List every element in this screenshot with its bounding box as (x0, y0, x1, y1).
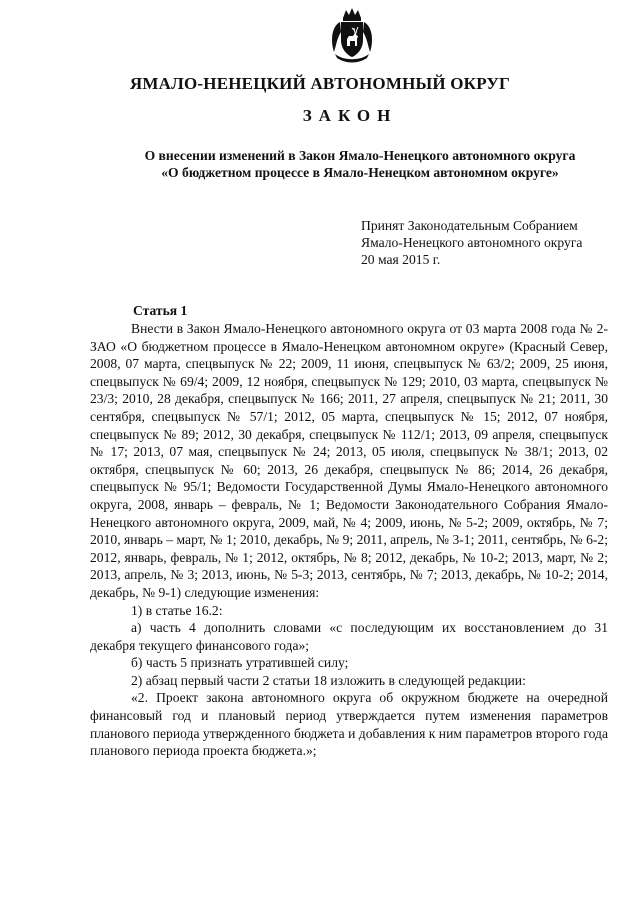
adoption-note (361, 217, 582, 268)
region-name: ЯМАЛО-НЕНЕЦКИЙ АВТОНОМНЫЙ ОКРУГ (129, 74, 511, 93)
article-heading: Статья 1 (133, 303, 188, 318)
adoption-line-2: Ямало-Ненецкого автономного округа (361, 235, 583, 250)
amendment-item-1b: б) часть 5 признать утратившей силу; (131, 655, 349, 671)
amendment-item-2: 2) абзац первый части 2 статьи 18 изложить в следующей редакции: (131, 672, 526, 688)
document-type: ЗАКОН (302, 106, 398, 125)
law-title (100, 147, 620, 181)
law-title-line-1: О внесении изменений в Закон Ямало-Ненецкого автономного округа (144, 148, 576, 163)
coat-of-arms-icon (326, 6, 378, 64)
adoption-date: 20 мая 2015 г. (361, 252, 441, 267)
amendment-item-1: 1) в статье 16.2: (131, 602, 223, 618)
article-intro-paragraph: Внести в Закон Ямало-Ненецкого автономного округа от 03 марта 2008 года № 2-ЗАО «О бюджетном процессе в Ямало-Ненецком автономном округе» (Красный Север, 2008, 07 марта, спецвыпуск № 22; 2009, 11 июня, спецвыпуск № 63/2; 2009, 25 июня, спецвыпуск № 69/4; 2009, 12 ноября, спецвыпуск № 129; 2010, 03 марта, спецвыпуск № 23/3; 2010, 28 декабря, спецвыпуск № 166; 2011, 27 апреля, спецвыпуск № 21; 2011, 30 сентября, спецвыпуск № 57/1; 2012, 05 марта, спецвыпуск № 15; 2012, 07 ноября, спецвыпуск № 89; 2012, 30 декабря, спецвыпуск № 112/1; 2013, 09 апреля, спецвыпуск № 17; 2013, 07 мая, спецвыпуск № 24; 2013, 05 июля, спецвыпуск № 38/1; 2013, 02 октября, спецвыпуск № 60; 2013, 26 декабря, спецвыпуск № 86; 2014, 26 декабря, спецвыпуск № 95/1; Ведомости Государственной Думы Ямало-Ненецкого автономного округа, 2008, январь – февраль, № 1; Ведомости Законодательного Собрания Ямало-Ненецкого автономного округа, 2009, май, № 4; 2009, июнь, № 5-2; 2009, октябрь, № 7; 2010, январь – март, № 1; 2010, декабрь, № 9; 2011, апрель, № 3-1; 2011, сентябрь, № 6-2; 2012, январь, февраль, № 1; 2012, октябрь, № 8; 2012, декабрь, № 10-2; 2013, март, № 2; 2013, апрель, № 3; 2013, июнь, № 5-3; 2013, сентябрь, № 7; 2013, декабрь, № 10-2; 2014, декабрь, № 9-1) следующие изменения: (90, 321, 608, 600)
amendment-quote: «2. Проект закона автономного округа об окружном бюджете на очередной финансовый год и плановый период утверждается путем изменения параметров планового периода утвержденного бюджета и добавления к ним параметров второго года планового периода проекта бюджета.»; (90, 690, 608, 759)
amendment-item-1a: а) часть 4 дополнить словами «с последующим их восстановлением до 31 декабря текущего финансового года»; (90, 620, 608, 653)
law-title-line-2: «О бюджетном процессе в Ямало-Ненецком автономном округе» (161, 165, 559, 180)
adoption-line-1: Принят Законодательным Собранием (361, 218, 578, 233)
article-body (90, 320, 608, 760)
